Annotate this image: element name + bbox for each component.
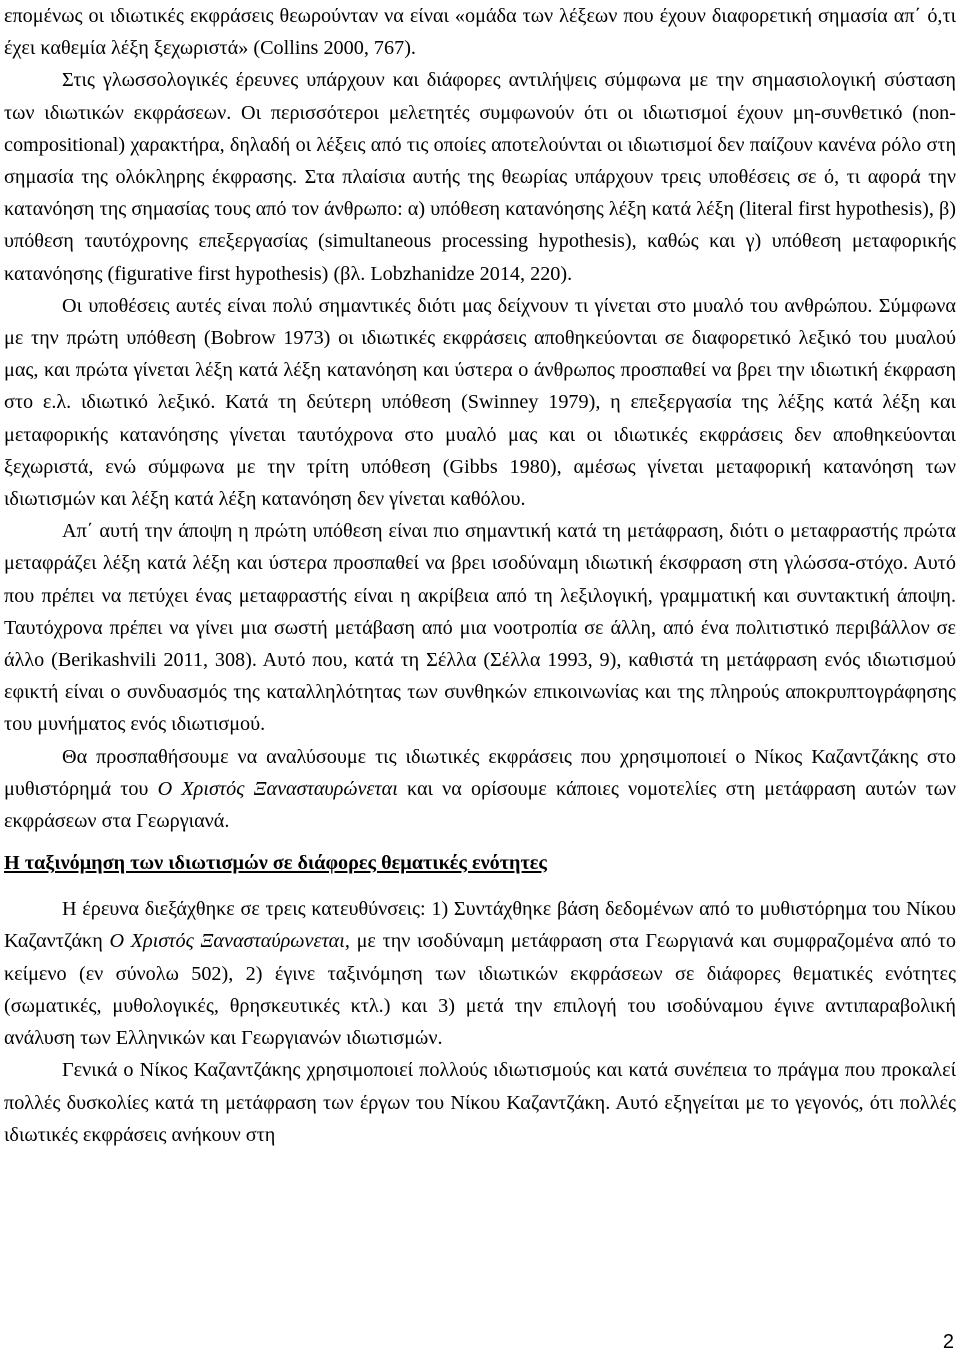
document-page [4, 0, 956, 1151]
paragraph-7-text: Γενικά ο Νίκος Καζαντζάκης χρησιμοποιεί πολλούς ιδιωτισμούς και κατά συνέπεια το πράγμα που προκαλεί πολλές δυσκολίες κατά τη μετάφραση των έργων του Νίκου Καζαντζάκη. Αυτό εξηγείται με το γεγονός, ότι πολλές ιδιωτικές εκφράσεις ανήκουν στη [4, 1059, 956, 1146]
page-number: 2 [942, 1331, 954, 1353]
paragraph-7 [4, 1054, 956, 1151]
paragraph-1-text: επομένως οι ιδιωτικές εκφράσεις θεωρούνταν να είναι «ομάδα των λέξεων που έχουν διαφορετική σημασία απ΄ ό,τι έχει καθεμία λέξη ξεχωριστά» (Collins 2000, 767). [4, 5, 956, 60]
paragraph-4 [4, 515, 956, 740]
paragraph-4-text: Απ΄ αυτή την άποψη η πρώτη υπόθεση είναι πιο σημαντική κατά τη μετάφραση, διότι ο μεταφραστής πρώτα μεταφράζει λέξη κατά λέξη και ύστερα προσπαθεί να βρει ισοδύναμη ιδιωτική έκσφραση στη γλώσσα-στόχο. Αυτό που πρέπει να πετύχει ένας μεταφραστής είναι η ακρίβεια από τη λεξιλογική, γραμματική και συντακτική άποψη. Ταυτόχρονα πρέπει να γίνει μια σωστή μετάβαση από μια νοοτροπία σε άλλη, από ένα πολιτιστικό περιβάλλον σε άλλο (Berikashvili 2011, 308). Αυτό που, κατά τη Σέλλα (Σέλλα 1993, 9), καθιστά τη μετάφραση ενός ιδιωτισμού εφικτή είναι ο συνδυασμός της καταλληλότητας των συνθηκών επικοινωνίας και της πληρούς αποκρυπτογράφησης του μυνήματος ενός ιδιωτισμού. [4, 520, 956, 736]
paragraph-1 [4, 0, 956, 64]
paragraph-2 [4, 64, 956, 289]
paragraph-3-text: Οι υποθέσεις αυτές είναι πολύ σημαντικές διότι μας δείχνουν τι γίνεται στο μυαλό του ανθρώπου. Σύμφωνα με την πρώτη υπόθεση (Bobrow 1973) οι ιδιωτικές εκφράσεις αποθηκεύονται σε διαφορετικό λεξικό του μυαλού μας, και πρώτα γίνεται λέξη κατά λέξη κατανόηση και ύστερα ο άνθρωπος προσπαθεί να βρει την ιδιωτική έκφραση στο ε.λ. ιδιωτικό λεξικό. Κατά τη δεύτερη υπόθεση (Swinney 1979), η επεξεργασία της λέξης κατά λέξη και μεταφορικής κατανόησης γίνεται ταυτόχρονα στο μυαλό μας και οι ιδιωτικές εκφράσεις δεν αποθηκεύονται ξεχωριστά, ενώ σύμφωνα με την τρίτη υπόθεση (Gibbs 1980), αμέσως γίνεται μεταφορική κατανόηση των ιδιωτισμών και λέξη κατά λέξη κατανόηση δεν γίνεται καθόλου. [4, 294, 956, 511]
novel-title-italic: Ο Χριστός Ξανασταυρώνεται [157, 777, 398, 800]
section-heading: Η ταξινόμηση των ιδιωτισμών σε διάφορες θεματικές ενότητες [4, 852, 547, 875]
paragraph-5-text-start: Θα προσπαθήσουμε να αναλύσουμε τις ιδιωτικές εκφράσεις που χρησιμοποιεί ο Νίκος Καζαντζάκης στο μυθιστόρημά του [4, 745, 956, 800]
paragraph-6 [4, 893, 956, 1054]
paragraph-2-text: Στις γλωσσολογικές έρευνες υπάρχουν και διάφορες αντιλήψεις σύμφωνα με την σημασιολογική σύσταση των ιδιωτικών εκφράσεων. Οι περισσότεροι μελετητές συμφωνούν ότι οι ιδιωτισμοί έχουν μη-συνθετικό (non-compositional) χαρακτήρα, δηλαδή οι λέξεις από τις οποίες αποτελούνται οι ιδιωτισμοί δεν παίζουν κανένα ρόλο στη σημασία της ολόκληρης έκφρασης. Στα πλαίσια αυτής της θεωρίας υπάρχουν τρεις υποθέσεις σε ό, τι αφορά την κατανόηση της σημασίας τους από τον άνθρωπο: α) υπόθεση κατανόησης λέξη κατά λέξη (literal first hypothesis), β) υπόθεση ταυτόχρονης επεξεργασίας (simultaneous processing hypothesis), καθώς και γ) υπόθεση μεταφορικής κατανόησης (figurative first hypothesis) (βλ. Lobzhanidze 2014, 220). [4, 69, 956, 285]
paragraph-3 [4, 290, 956, 515]
paragraph-5 [4, 741, 956, 838]
paragraph-6-text-start: Η έρευνα διεξάχθηκε σε τρεις κατευθύνσεις: 1) Συντάχθηκε βάση δεδομένων από το μυθιστόρημα του Νίκου Καζαντζάκη [4, 898, 956, 953]
paragraph-5-text-end: και να ορίσουμε κάποιες νομοτελίες στη μετάφραση αυτών των εκφράσεων στα Γεωργιανά. [4, 777, 956, 833]
novel-title-italic-2: Ο Χριστός Ξανασταύρωνεται [109, 930, 345, 953]
paragraph-6-text-end: , με την ισοδύναμη μετάφραση στα Γεωργιανά και συμφραζομένα από το κείμενο (εν σύνολω 502), 2) έγινε ταξινόμηση των ιδιωτικών εκφράσεων σε διάφορες θεματικές ενότητες (σωματικές, μυθολογικές, θρησκευτικές κτλ.) και 3) μετά την επιλογή του ισοδύναμου έγινε αντιπαραβολική ανάλυση των Ελληνικών και Γεωργιανών ιδιωτισμών. [4, 930, 957, 1050]
